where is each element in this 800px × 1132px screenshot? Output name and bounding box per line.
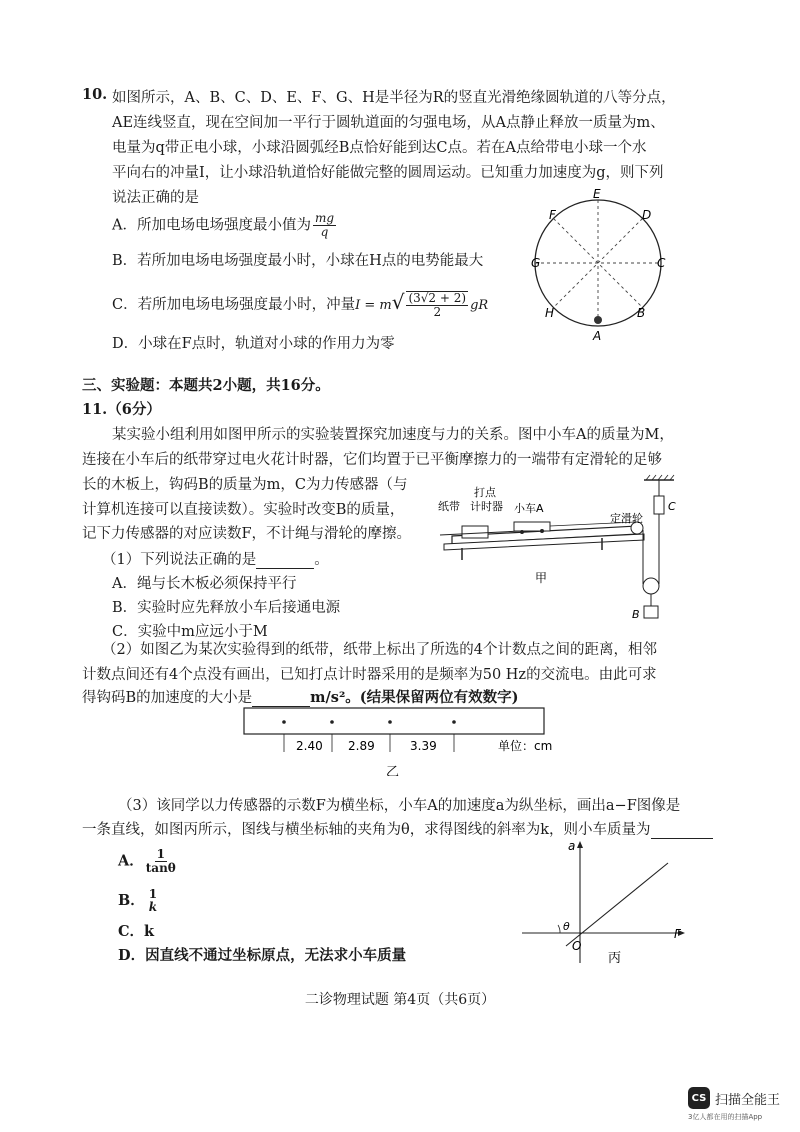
q11-part1-option-a: A．绳与长木板必须保持平行 [112,576,297,592]
q10-line-4: 平向右的冲量I，让小球沿轨道恰好能做完整的圆周运动。已知重力加速度为g，则下列 [112,165,664,181]
q11-part3-option-d: D．因直线不通过坐标原点，无法求小车质量 [118,947,407,964]
q10-option-c: C．若所加电场电场强度最小时，冲量I = m√ $\frac{(3√2 + 2)}{2}$ gR [112,290,489,319]
page-footer: 二诊物理试题 第4页（共6页） [304,992,496,1008]
paper-tape-figure-yi [240,706,580,776]
q11-part2-blank [252,690,310,707]
q10-option-b: B．若所加电场电场强度最小时，小球在H点的电势能最大 [112,253,484,269]
q11-part1-option-b: B．实验时应先释放小车后接通电源 [112,600,341,616]
q11-part3-line-2: 一条直线，如图丙所示，图线与横坐标轴的夹角为θ，求得图线的斜率为k，则小车质量为 [82,818,713,839]
q10-number: 10. [82,86,108,103]
label-c: C [657,256,666,270]
q11-intro-3: 长的木板上，钩码B的质量为m，C为力传感器（与 [82,477,408,493]
origin-label-o: O [572,939,582,953]
label-weight-b: B [632,608,640,621]
q11-part2-line-3: 得钩码B的加速度的大小是 m/s²。(结果保留两位有效数字) [82,689,519,706]
q11-number: 11.（6分） [82,401,161,418]
q11-part3-option-a: A． $\frac{1}{\tan\theta}$ [118,847,176,875]
q11-part2-line-2: 计数点间还有4个点没有画出，已知打点计时器采用的是频率为50 Hz的交流电。由此可求 [82,667,657,683]
label-cart-a: 小车A [514,502,544,515]
q11-intro-4: 计算机连接可以直接读数）。实验时改变B的质量， [82,502,405,518]
q11-part1-option-c: C．实验中m应远小于M [112,624,268,640]
q10-line-2: AE连线竖直，现在空间加一平行于圆轨道面的匀强电场，从A点静止释放一质量为m、 [112,115,665,131]
label-paper-tape: 纸带 [438,500,460,513]
q10-option-a: A．所加电场电场强度最小值为 $\frac{mg}{q}$ [112,211,335,239]
q11-part3-option-b: B． 1 k [118,887,158,914]
q11-part3-option-c: C．k [118,923,155,940]
label-d: D [642,208,652,222]
axis-label-f: F [674,927,681,941]
tape-segment-3: 3.39 [410,739,437,753]
label-h: H [545,306,555,320]
option-a-fraction: $\frac{1}{\tan\theta}$ [145,847,176,875]
q10-option-d: D．小球在F点时，轨道对小球的作用力为零 [112,336,395,352]
label-fixed-pulley: 定滑轮 [610,512,643,525]
label-g: G [531,256,541,270]
q10-option-c-fraction: $\frac{(3√2 + 2)}{2}$ [408,291,467,319]
q11-intro-2: 连接在小车后的纸带穿过电火花计时器，它们均置于已平衡摩擦力的一端带有定滑轮的足够 [82,452,662,468]
a-f-graph-figure-bing [518,838,690,970]
figure-jia-caption: 甲 [535,571,548,585]
scanner-tagline: 3亿人都在用的扫描App [688,1113,763,1121]
scanner-app-name: 扫描全能王 [715,1092,781,1108]
circle-track-figure [525,185,675,345]
q11-part3-line-1: （3）该同学以力传感器的示数F为横坐标，小车A的加速度a为纵坐标，画出a−F图像是 [118,798,681,814]
label-a: A [593,329,602,343]
option-b-fraction: 1 k [148,887,158,914]
label-timer-2: 计时器 [470,500,503,513]
scanner-logo-icon: CS [688,1087,710,1109]
label-f: F [549,208,556,222]
scanner-watermark [688,1087,780,1109]
label-sensor-c: C [668,500,676,513]
axis-label-a: a [568,839,576,853]
tape-unit: 单位：cm [498,739,553,753]
apparatus-figure-jia [432,474,692,624]
q10-line-1: 如图所示，A、B、C、D、E、F、G、H是半径为R的竖直光滑绝缘圆轨道的八等分点， [112,90,676,106]
q11-part1-blank [256,552,314,569]
q10-line-3: 电量为q带正电小球，小球沿圆弧经B点恰好能到达C点。若在A点给带电小球一个水 [112,140,647,156]
label-e: E [593,187,601,201]
label-b: B [637,306,646,320]
label-timer-1: 打点 [474,486,496,499]
angle-label-theta: θ [563,920,570,933]
q11-part1: （1）下列说法正确的是 。 [102,552,329,568]
q11-intro-5: 记下力传感器的对应读数F，不计绳与滑轮的摩擦。 [82,526,412,542]
q11-part3-blank [651,822,713,839]
figure-bing-caption: 丙 [608,951,622,966]
q10-line-5: 说法正确的是 [112,190,199,206]
q10-option-a-fraction: $\frac{mg}{q}$ [314,211,335,239]
section3-title: 三、实验题：本题共2小题，共16分。 [82,377,330,394]
figure-yi-caption: 乙 [386,765,400,776]
tape-segment-1: 2.40 [296,739,323,753]
q11-intro-1: 某实验小组利用如图甲所示的实验装置探究加速度与力的关系。图中小车A的质量为M， [112,427,674,443]
tape-segment-2: 2.89 [348,739,375,753]
q11-part2-line-1: （2）如图乙为某次实验得到的纸带，纸带上标出了所选的4个计数点之间的距离，相邻 [102,642,657,658]
